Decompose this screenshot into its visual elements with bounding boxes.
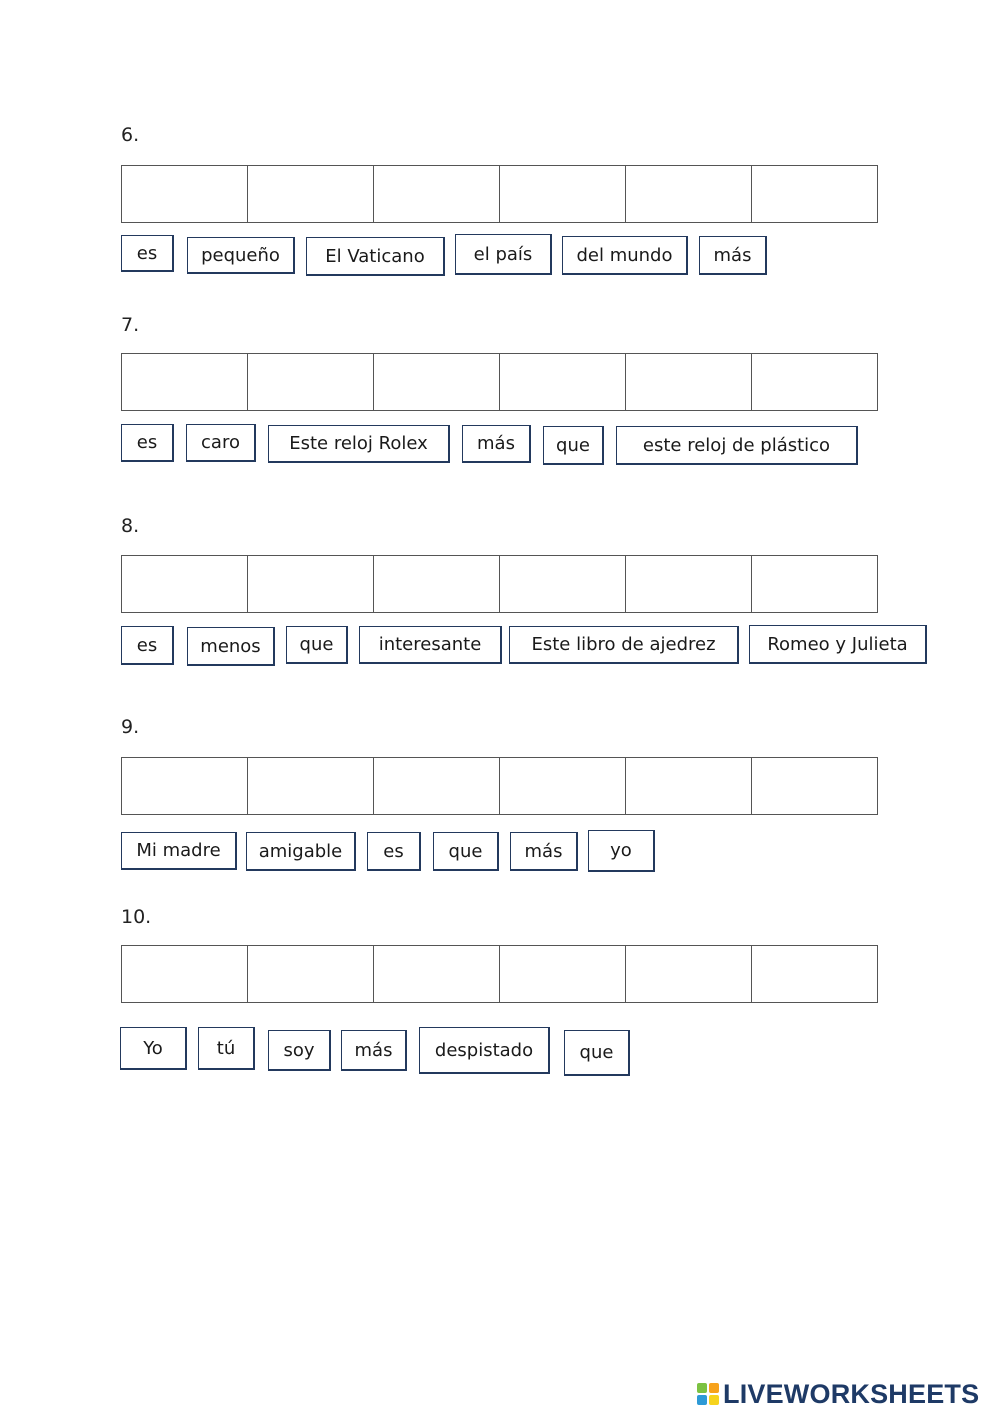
word-tile[interactable]: que — [543, 426, 604, 465]
answer-slot[interactable] — [374, 556, 500, 612]
answer-slot[interactable] — [122, 166, 248, 222]
word-tile[interactable]: Romeo y Julieta — [749, 625, 927, 664]
word-tile[interactable]: interesante — [359, 626, 502, 664]
answer-slot[interactable] — [248, 758, 374, 814]
answer-slot[interactable] — [500, 758, 626, 814]
word-tile[interactable]: este reloj de plástico — [616, 426, 858, 465]
answer-slot[interactable] — [248, 946, 374, 1002]
answer-slot[interactable] — [752, 166, 877, 222]
answer-slot[interactable] — [626, 556, 752, 612]
word-tile[interactable]: del mundo — [562, 236, 688, 275]
answer-slot[interactable] — [374, 946, 500, 1002]
word-tile[interactable]: menos — [187, 627, 275, 666]
word-tile[interactable]: Este reloj Rolex — [268, 425, 450, 463]
word-tile[interactable]: más — [510, 832, 578, 871]
answer-slot[interactable] — [374, 758, 500, 814]
question-number: 6. — [121, 124, 140, 146]
word-tile[interactable]: más — [699, 236, 767, 275]
answer-slot[interactable] — [752, 354, 877, 410]
word-tile[interactable]: es — [121, 424, 174, 462]
logo-mark-icon — [697, 1383, 719, 1405]
answer-slot[interactable] — [626, 166, 752, 222]
answer-slot[interactable] — [752, 556, 877, 612]
answer-slot[interactable] — [122, 758, 248, 814]
answer-slot[interactable] — [752, 946, 877, 1002]
answer-slots — [121, 945, 878, 1003]
word-tile[interactable]: yo — [588, 830, 655, 872]
word-tile[interactable]: es — [367, 832, 421, 871]
answer-slots — [121, 353, 878, 411]
question-number: 7. — [121, 314, 140, 336]
logo-text: LIVEWORKSHEETS — [723, 1378, 980, 1409]
word-tile[interactable]: Mi madre — [121, 832, 237, 870]
word-tile[interactable]: más — [462, 425, 531, 463]
word-tile[interactable]: El Vaticano — [306, 237, 445, 276]
word-tile[interactable]: despistado — [419, 1027, 550, 1074]
answer-slot[interactable] — [122, 556, 248, 612]
question-number: 9. — [121, 716, 140, 738]
word-tile[interactable]: amigable — [246, 832, 356, 871]
answer-slot[interactable] — [752, 758, 877, 814]
answer-slot[interactable] — [500, 556, 626, 612]
word-tile[interactable]: soy — [268, 1030, 331, 1071]
answer-slot[interactable] — [374, 166, 500, 222]
answer-slot[interactable] — [626, 946, 752, 1002]
word-tile[interactable]: tú — [198, 1027, 255, 1070]
answer-slot[interactable] — [500, 946, 626, 1002]
word-tile[interactable]: caro — [186, 424, 256, 462]
answer-slot[interactable] — [626, 354, 752, 410]
word-tile[interactable]: que — [433, 832, 499, 871]
answer-slot[interactable] — [500, 354, 626, 410]
answer-slot[interactable] — [122, 354, 248, 410]
word-tile[interactable]: más — [341, 1030, 407, 1071]
answer-slot[interactable] — [500, 166, 626, 222]
word-tile[interactable]: que — [564, 1030, 630, 1076]
word-tile[interactable]: que — [286, 626, 348, 664]
answer-slot[interactable] — [374, 354, 500, 410]
answer-slot[interactable] — [122, 946, 248, 1002]
answer-slot[interactable] — [248, 166, 374, 222]
word-tile[interactable]: Este libro de ajedrez — [509, 626, 739, 664]
answer-slots — [121, 555, 878, 613]
word-tile[interactable]: el país — [455, 234, 552, 275]
answer-slot[interactable] — [248, 556, 374, 612]
word-tile[interactable]: pequeño — [187, 237, 295, 274]
word-tile[interactable]: Yo — [120, 1027, 187, 1070]
answer-slots — [121, 165, 878, 223]
answer-slots — [121, 757, 878, 815]
question-number: 10. — [121, 906, 152, 928]
answer-slot[interactable] — [626, 758, 752, 814]
word-tile[interactable]: es — [121, 626, 174, 665]
question-number: 8. — [121, 515, 140, 537]
word-tile[interactable]: es — [121, 235, 174, 272]
liveworksheets-logo — [697, 1377, 979, 1411]
answer-slot[interactable] — [248, 354, 374, 410]
